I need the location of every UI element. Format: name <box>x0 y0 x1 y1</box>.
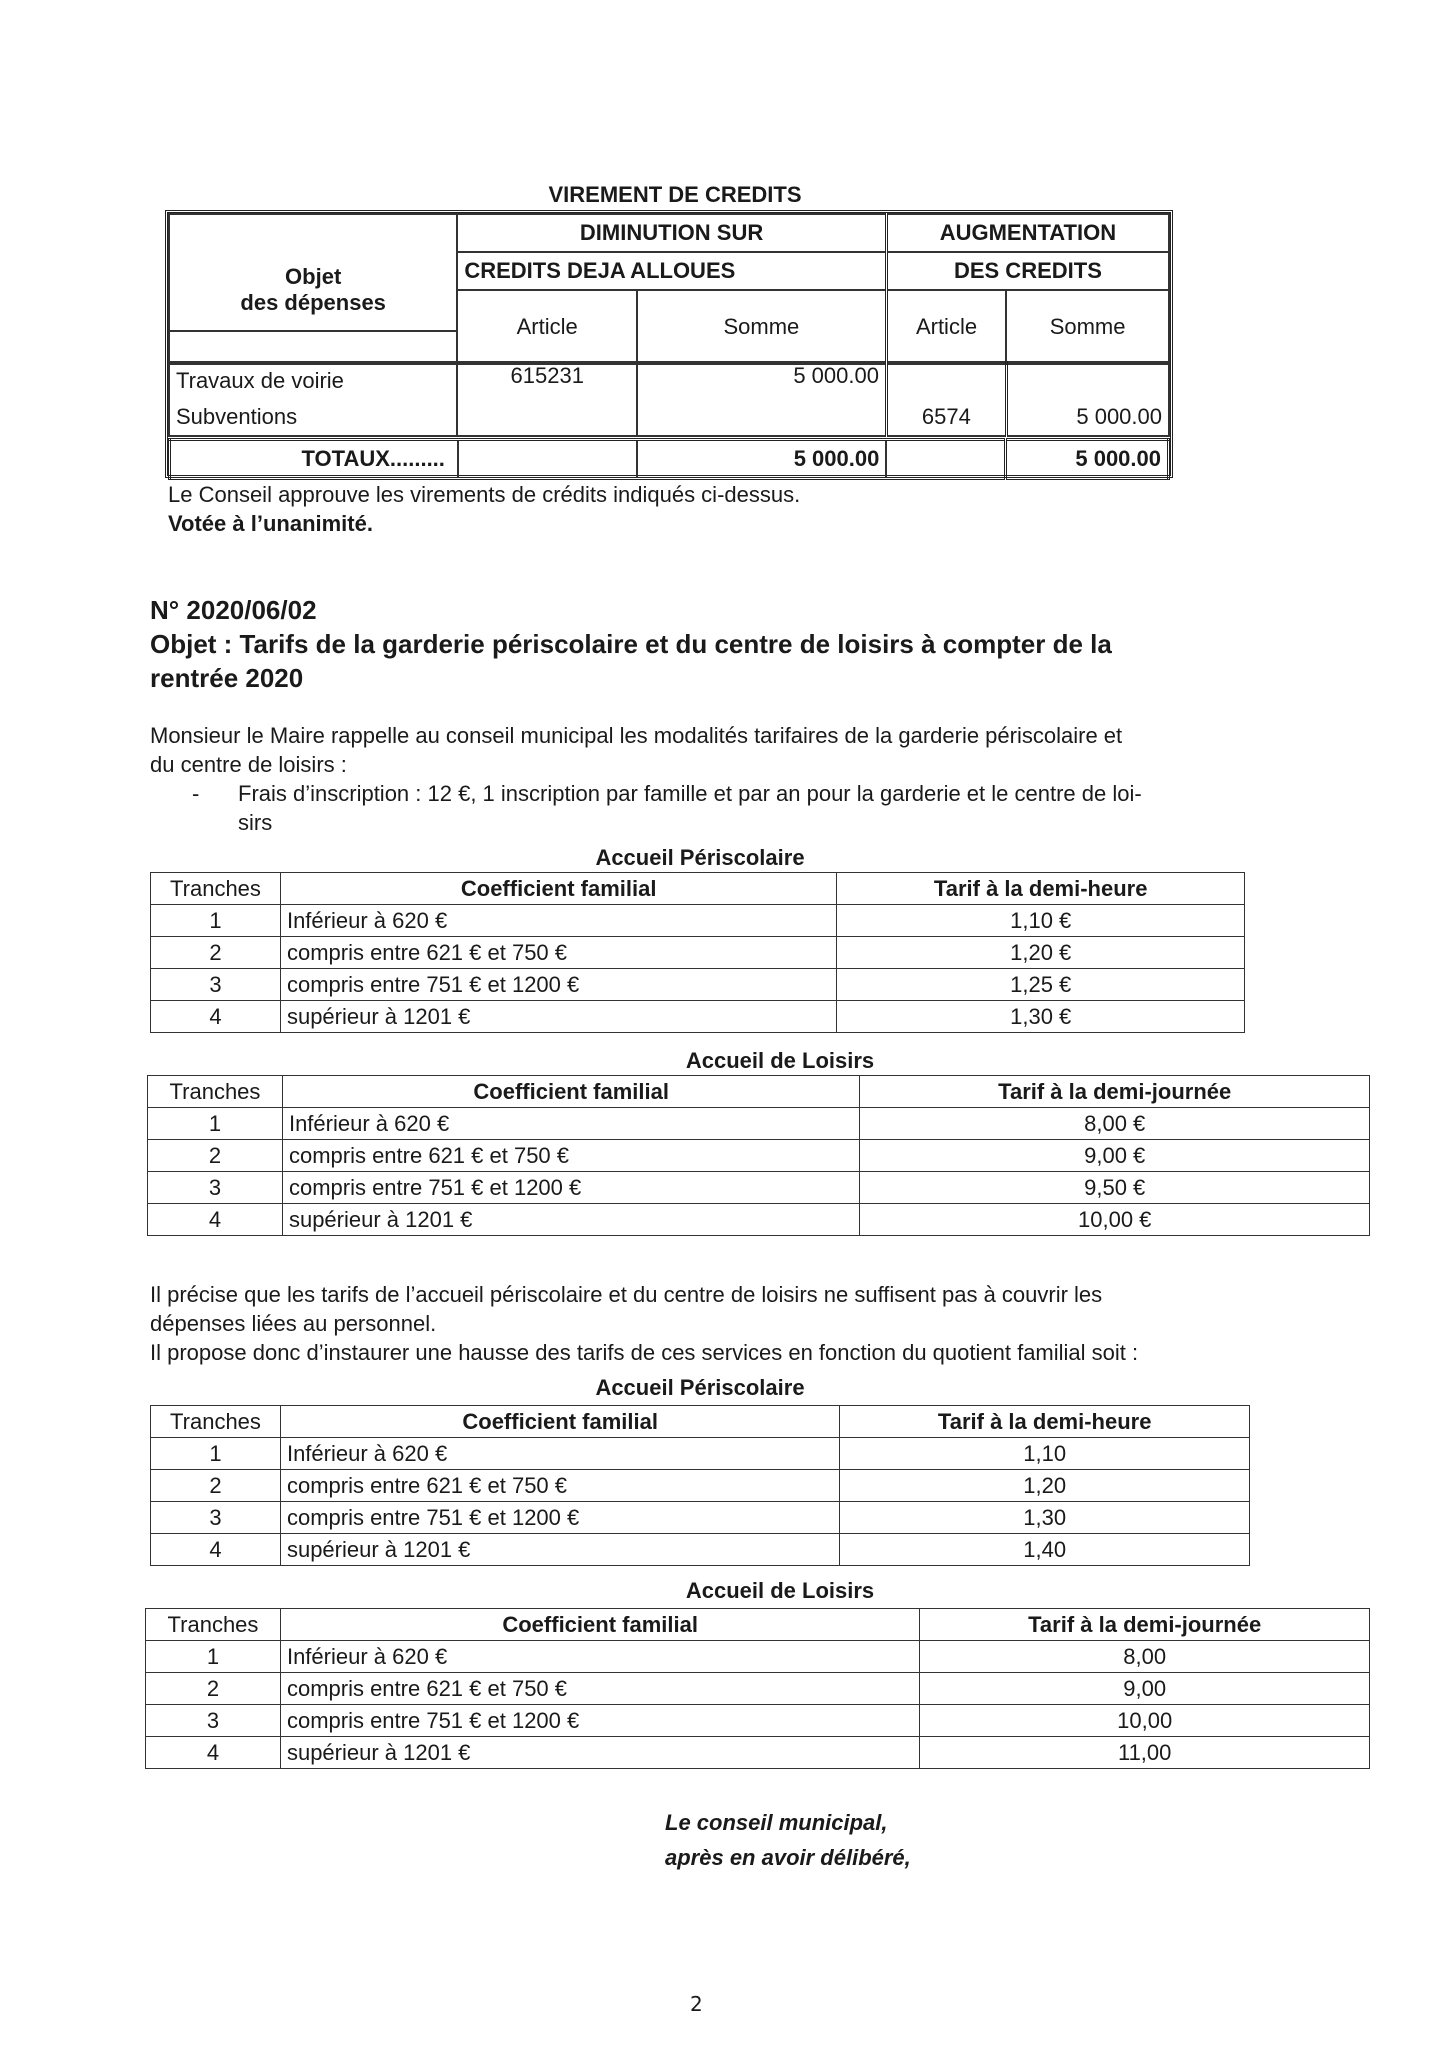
cell-tarif: 1,30 € <box>837 1001 1245 1033</box>
table-row <box>148 1108 1370 1140</box>
cell-tarif: 1,10 € <box>837 905 1245 937</box>
table-row <box>151 1534 1250 1566</box>
cell-coefficient: Inférieur à 620 € <box>280 1641 919 1673</box>
row-aug-somme: 5 000.00 <box>1006 399 1169 436</box>
diminution-header-2: CREDITS DEJA ALLOUES <box>457 252 886 290</box>
closing-line-2: après en avoir délibéré, <box>665 1845 911 1870</box>
cell-tranche: 2 <box>148 1140 283 1172</box>
header-tranches: Tranches <box>146 1609 281 1641</box>
cell-tranche: 4 <box>151 1001 281 1033</box>
virement-table-body <box>168 361 1170 437</box>
table-row <box>169 362 1169 399</box>
diminution-header-1: DIMINUTION SUR <box>457 214 886 252</box>
cell-coefficient: compris entre 751 € et 1200 € <box>280 1705 919 1737</box>
cell-tarif: 9,00 € <box>860 1140 1370 1172</box>
current-loisirs-table <box>147 1075 1370 1236</box>
cell-tarif: 1,25 € <box>837 969 1245 1001</box>
row-dim-somme: 5 000.00 <box>637 362 886 399</box>
cell-tranche: 3 <box>151 969 281 1001</box>
bullet-line-2: sirs <box>238 810 273 835</box>
cell-coefficient: Inférieur à 620 € <box>280 1438 839 1470</box>
table-caption: Accueil Périscolaire <box>595 845 805 870</box>
cell-coefficient: compris entre 621 € et 750 € <box>280 1673 919 1705</box>
cell-tranche: 3 <box>151 1502 281 1534</box>
approval-text: Le Conseil approuve les virements de crédits indiqués ci-dessus. <box>168 482 801 507</box>
virement-title: VIREMENT DE CREDITS <box>548 182 802 207</box>
cell-coefficient: compris entre 751 € et 1200 € <box>280 1502 839 1534</box>
objet-header-spacer <box>169 331 457 364</box>
cell-tarif: 8,00 <box>920 1641 1370 1673</box>
cell-tranche: 2 <box>151 937 281 969</box>
explain-line-1: Il précise que les tarifs de l’accueil périscolaire et du centre de loisirs ne suffisent pas à couvrir les <box>150 1282 1103 1307</box>
cell-coefficient: compris entre 621 € et 750 € <box>280 937 836 969</box>
row-dim-article: 615231 <box>457 362 637 399</box>
cell-tarif: 10,00 <box>920 1705 1370 1737</box>
cell-tranche: 4 <box>148 1204 283 1236</box>
cell-tarif: 1,30 <box>840 1502 1250 1534</box>
cell-tranche: 1 <box>148 1108 283 1140</box>
cell-coefficient: supérieur à 1201 € <box>282 1204 859 1236</box>
current-periscolaire-table <box>150 872 1245 1033</box>
cell-tarif: 1,10 <box>840 1438 1250 1470</box>
totals-dim-somme: 5 000.00 <box>637 440 886 479</box>
cell-tranche: 4 <box>146 1737 281 1769</box>
table-caption: Accueil de Loisirs <box>685 1578 875 1603</box>
cell-coefficient: Inférieur à 620 € <box>280 905 836 937</box>
deliberation-object-2: rentrée 2020 <box>150 663 304 693</box>
cell-tarif: 1,40 <box>840 1534 1250 1566</box>
cell-coefficient: supérieur à 1201 € <box>280 1001 836 1033</box>
cell-tarif: 11,00 <box>920 1737 1370 1769</box>
explain-line-3: Il propose donc d’instaurer une hausse des tarifs de ces services en fonction du quotient familial soit : <box>150 1340 1139 1365</box>
table-row <box>151 1470 1250 1502</box>
dim-article-header: Article <box>457 290 637 364</box>
header-coefficient: Coefficient familial <box>280 1406 839 1438</box>
row-dim-article <box>457 399 637 436</box>
dim-somme-header: Somme <box>637 290 886 364</box>
cell-tranche: 4 <box>151 1534 281 1566</box>
cell-tarif: 9,00 <box>920 1673 1370 1705</box>
cell-tarif: 10,00 € <box>860 1204 1370 1236</box>
cell-tranche: 2 <box>151 1470 281 1502</box>
page-number: 2 <box>690 1992 703 2016</box>
aug-article-header: Article <box>886 290 1006 364</box>
new-loisirs-table <box>145 1608 1370 1769</box>
closing-line-1: Le conseil municipal, <box>665 1810 888 1835</box>
deliberation-number: N° 2020/06/02 <box>150 595 317 625</box>
cell-coefficient: compris entre 621 € et 750 € <box>280 1470 839 1502</box>
objet-header-2: des dépenses <box>169 290 457 331</box>
header-coefficient: Coefficient familial <box>282 1076 859 1108</box>
vote-text: Votée à l’unanimité. <box>168 511 373 536</box>
table-row <box>148 1172 1370 1204</box>
explain-line-2: dépenses liées au personnel. <box>150 1311 437 1336</box>
cell-coefficient: supérieur à 1201 € <box>280 1737 919 1769</box>
cell-coefficient: compris entre 751 € et 1200 € <box>282 1172 859 1204</box>
table-row <box>146 1737 1370 1769</box>
table-row <box>148 1204 1370 1236</box>
header-coefficient: Coefficient familial <box>280 873 836 905</box>
deliberation-object-1: Objet : Tarifs de la garderie périscolaire et du centre de loisirs à compter de la <box>150 629 1112 659</box>
intro-line-2: du centre de loisirs : <box>150 752 347 777</box>
header-tarif: Tarif à la demi-heure <box>837 873 1245 905</box>
cell-tarif: 1,20 € <box>837 937 1245 969</box>
table-row <box>146 1641 1370 1673</box>
bullet-dash: - <box>192 781 200 806</box>
table-caption: Accueil Périscolaire <box>595 1375 805 1400</box>
closing-statement <box>665 1805 911 1875</box>
table-row <box>151 905 1245 937</box>
totals-label: TOTAUX......... <box>170 440 458 479</box>
new-periscolaire-table <box>150 1405 1250 1566</box>
cell-coefficient: compris entre 751 € et 1200 € <box>280 969 836 1001</box>
cell-tarif: 9,50 € <box>860 1172 1370 1204</box>
table-row <box>146 1673 1370 1705</box>
augmentation-header-1: AUGMENTATION <box>886 214 1169 252</box>
totals-aug-somme: 5 000.00 <box>1006 440 1169 479</box>
header-tranches: Tranches <box>148 1076 283 1108</box>
cell-tranche: 3 <box>146 1705 281 1737</box>
header-tarif: Tarif à la demi-journée <box>920 1609 1370 1641</box>
objet-header: Objet <box>169 214 457 290</box>
totals-empty <box>458 440 637 479</box>
header-tranches: Tranches <box>151 1406 281 1438</box>
cell-coefficient: compris entre 621 € et 750 € <box>282 1140 859 1172</box>
table-row <box>148 1140 1370 1172</box>
cell-tranche: 2 <box>146 1673 281 1705</box>
table-row <box>146 1705 1370 1737</box>
header-tarif: Tarif à la demi-journée <box>860 1076 1370 1108</box>
table-row <box>151 969 1245 1001</box>
cell-tranche: 1 <box>151 905 281 937</box>
bullet-line-1: Frais d’inscription : 12 €, 1 inscription par famille et par an pour la garderie et le centre de loi- <box>238 781 1142 806</box>
row-dim-somme <box>637 399 886 436</box>
row-aug-article: 6574 <box>886 399 1006 436</box>
cell-tarif: 8,00 € <box>860 1108 1370 1140</box>
cell-tarif: 1,20 <box>840 1470 1250 1502</box>
table-caption: Accueil de Loisirs <box>685 1048 875 1073</box>
header-tranches: Tranches <box>151 873 281 905</box>
cell-tranche: 1 <box>146 1641 281 1673</box>
cell-coefficient: Inférieur à 620 € <box>282 1108 859 1140</box>
cell-tranche: 3 <box>148 1172 283 1204</box>
intro-line-1: Monsieur le Maire rappelle au conseil municipal les modalités tarifaires de la garderie périscolaire et <box>150 723 1123 748</box>
aug-somme-header: Somme <box>1006 290 1169 364</box>
cell-tranche: 1 <box>151 1438 281 1470</box>
header-coefficient: Coefficient familial <box>280 1609 919 1641</box>
virement-table-header <box>168 213 1170 365</box>
row-aug-article <box>886 362 1006 399</box>
table-row <box>169 399 1169 436</box>
table-row <box>151 1502 1250 1534</box>
row-aug-somme <box>1006 362 1169 399</box>
row-objet: Travaux de voirie <box>169 362 457 399</box>
row-objet: Subventions <box>169 399 457 436</box>
table-row <box>151 1001 1245 1033</box>
table-row <box>151 1438 1250 1470</box>
cell-coefficient: supérieur à 1201 € <box>280 1534 839 1566</box>
table-row <box>151 937 1245 969</box>
header-tarif: Tarif à la demi-heure <box>840 1406 1250 1438</box>
augmentation-header-2: DES CREDITS <box>886 252 1169 290</box>
virement-totals <box>168 438 1170 480</box>
totals-empty <box>886 440 1006 479</box>
